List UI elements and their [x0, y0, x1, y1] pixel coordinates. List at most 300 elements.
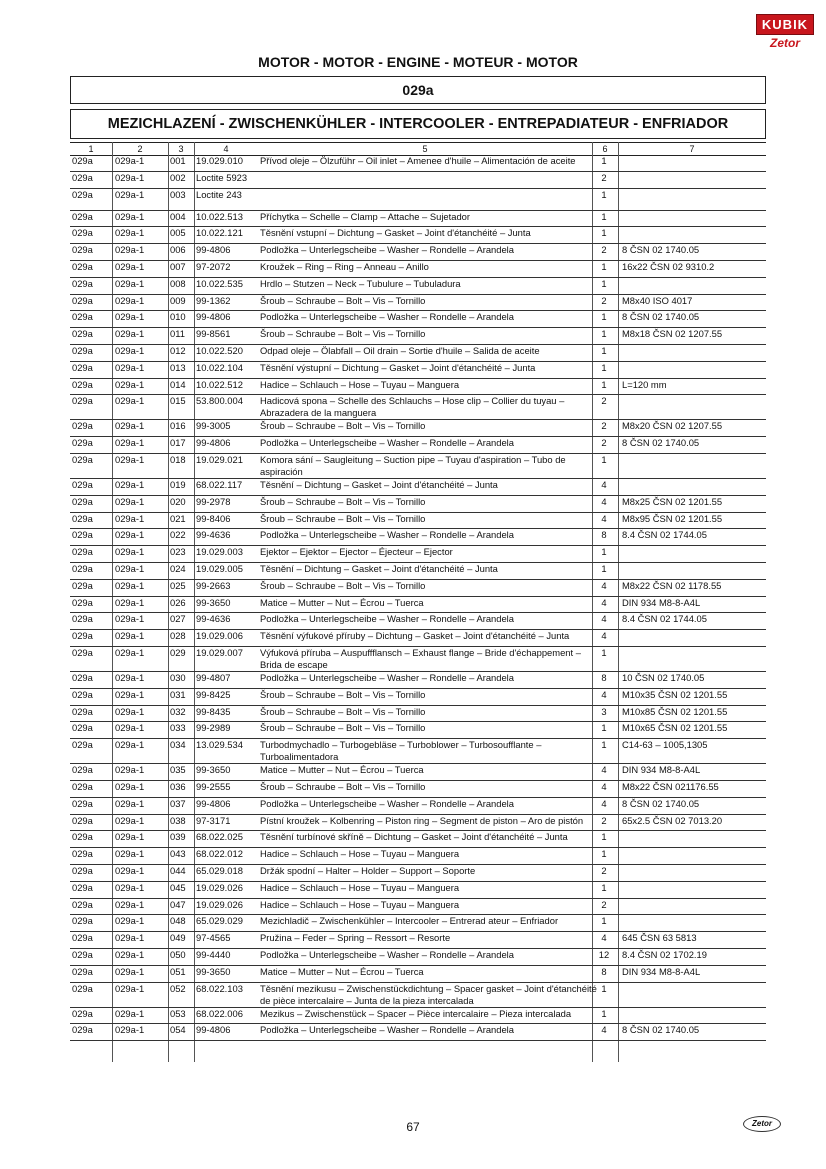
cell-r: 8 ČSN 02 1740.05	[622, 797, 700, 809]
table-row	[70, 454, 766, 479]
cell-b: 029a-1	[115, 848, 145, 860]
cell-r: M8x25 ČSN 02 1201.55	[622, 495, 723, 507]
cell-r: 8 ČSN 02 1740.05	[622, 437, 700, 449]
cell-d: Šroub – Schraube – Bolt – Vis – Tornillo	[260, 579, 426, 591]
table-row	[70, 189, 766, 211]
cell-b: 029a-1	[115, 1024, 145, 1036]
cell-a: 029a	[72, 437, 93, 449]
cell-q: 1	[601, 210, 607, 222]
cell-a: 029a	[72, 188, 93, 200]
cell-q: 2	[601, 420, 607, 432]
cell-n: 049	[170, 932, 186, 944]
cell-d: Hadice – Schlauch – Hose – Tuyau – Manguera	[260, 881, 460, 893]
cell-q: 3	[601, 705, 607, 717]
cell-b: 029a-1	[115, 705, 145, 717]
cell-d: Pístní kroužek – Kolbenring – Piston ring – Segment de piston – Aro de pistón	[260, 814, 584, 826]
cell-p: 99-2989	[196, 722, 231, 734]
cell-a: 029a	[72, 155, 93, 166]
cell-p: 99-4807	[196, 672, 231, 683]
cell-d: Šroub – Schraube – Bolt – Vis – Tornillo	[260, 328, 426, 340]
cell-b: 029a-1	[115, 739, 145, 751]
table-row	[70, 865, 766, 882]
cell-a: 029a	[72, 277, 93, 289]
cell-b: 029a-1	[115, 563, 145, 574]
column-header-1: 1	[88, 144, 94, 154]
table-row	[70, 563, 766, 580]
cell-q: 1	[601, 328, 607, 340]
cell-n: 044	[170, 865, 186, 876]
cell-b: 029a-1	[115, 261, 145, 272]
cell-q: 8	[601, 529, 607, 541]
table-row	[70, 580, 766, 597]
table-row	[70, 739, 766, 764]
cell-p: 53.800.004	[196, 395, 243, 407]
cell-a: 029a	[72, 210, 93, 222]
cell-n: 038	[170, 814, 186, 826]
cell-a: 029a	[72, 630, 93, 642]
cell-b: 029a-1	[115, 965, 145, 977]
cell-p: 19.029.003	[196, 546, 243, 558]
cell-b: 029a-1	[115, 596, 145, 608]
cell-d: Těsnění výstupní – Dichtung – Gasket – Joint d'étanchéité – Junta	[260, 361, 536, 373]
cell-b: 029a-1	[115, 865, 145, 876]
cell-q: 1	[601, 188, 607, 200]
cell-p: 68.022.006	[196, 1007, 243, 1019]
cell-a: 029a	[72, 781, 93, 792]
table-row	[70, 915, 766, 932]
cell-d: Těsnění – Dichtung – Gasket – Joint d'étanchéité – Junta	[260, 563, 498, 574]
cell-a: 029a	[72, 982, 93, 994]
cell-a: 029a	[72, 171, 93, 183]
cell-p: 97-4565	[196, 932, 231, 944]
cell-n: 028	[170, 630, 186, 642]
cell-b: 029a-1	[115, 831, 145, 843]
cell-p: 10.022.512	[196, 378, 243, 390]
table-row	[70, 882, 766, 899]
cell-q: 1	[601, 454, 607, 465]
cell-d: Hadice – Schlauch – Hose – Tuyau – Manguera	[260, 378, 460, 390]
cell-a: 029a	[72, 479, 93, 490]
cell-b: 029a-1	[115, 479, 145, 490]
cell-b: 029a-1	[115, 672, 145, 683]
table-row	[70, 379, 766, 396]
cell-q: 4	[601, 688, 607, 700]
kubik-logo-text: KUBIK	[756, 14, 814, 35]
cell-p: 99-4636	[196, 529, 231, 541]
cell-q: 2	[601, 244, 607, 256]
table-row	[70, 362, 766, 379]
cell-a: 029a	[72, 705, 93, 717]
cell-r: M10x85 ČSN 02 1201.55	[622, 705, 728, 717]
table-row	[70, 647, 766, 672]
cell-d: Šroub – Schraube – Bolt – Vis – Tornillo	[260, 294, 426, 306]
cell-a: 029a	[72, 345, 93, 356]
cell-n: 052	[170, 982, 186, 994]
table-row	[70, 496, 766, 513]
cell-a: 029a	[72, 311, 93, 323]
table-row	[70, 345, 766, 362]
cell-b: 029a-1	[115, 311, 145, 323]
table-row	[70, 831, 766, 848]
cell-d: Přívod oleje – Ölzuführ – Oil inlet – Amenee d'huile – Alimentación de aceite	[260, 155, 576, 166]
cell-d: Hadice – Schlauch – Hose – Tuyau – Manguera	[260, 848, 460, 860]
column-header-4: 4	[223, 144, 229, 154]
cell-b: 029a-1	[115, 722, 145, 734]
table-row	[70, 420, 766, 437]
cell-d: Hadice – Schlauch – Hose – Tuyau – Manguera	[260, 898, 460, 910]
cell-a: 029a	[72, 932, 93, 944]
cell-q: 1	[601, 361, 607, 373]
cell-a: 029a	[72, 949, 93, 960]
cell-a: 029a	[72, 294, 93, 306]
cell-b: 029a-1	[115, 227, 145, 239]
cell-a: 029a	[72, 361, 93, 373]
cell-p: 19.029.026	[196, 898, 243, 910]
table-row	[70, 899, 766, 916]
cell-p: Loctite 243	[196, 188, 242, 200]
cell-b: 029a-1	[115, 932, 145, 944]
cell-q: 4	[601, 630, 607, 642]
cell-q: 4	[601, 579, 607, 591]
cell-b: 029a-1	[115, 613, 145, 625]
cell-p: 99-8561	[196, 328, 231, 340]
table-row	[70, 244, 766, 261]
cell-n: 001	[170, 155, 186, 166]
cell-p: 13.029.534	[196, 739, 243, 751]
cell-p: 19.029.006	[196, 630, 243, 642]
cell-p: 99-2978	[196, 495, 231, 507]
cell-r: 645 ČSN 63 5813	[622, 932, 697, 944]
cell-b: 029a-1	[115, 647, 145, 658]
cell-r: 16x22 ČSN 02 9310.2	[622, 261, 715, 272]
cell-b: 029a-1	[115, 188, 145, 200]
cell-q: 4	[601, 596, 607, 608]
cell-d: Pružina – Feder – Spring – Ressort – Resorte	[260, 932, 451, 944]
cell-b: 029a-1	[115, 546, 145, 558]
cell-q: 8	[601, 672, 607, 683]
cell-d: Ejektor – Ejektor – Ejector – Éjecteur – Ejector	[260, 546, 453, 558]
cell-d: Mezichladič – Zwischenkühler – Intercooler – Entrerad ateur – Enfriador	[260, 915, 559, 927]
cell-b: 029a-1	[115, 915, 145, 927]
column-header-5: 5	[422, 144, 428, 154]
cell-n: 005	[170, 227, 186, 239]
cell-a: 029a	[72, 495, 93, 507]
cell-d: Podložka – Unterlegscheibe – Washer – Rondelle – Arandela	[260, 672, 514, 683]
cell-a: 029a	[72, 546, 93, 558]
cell-b: 029a-1	[115, 630, 145, 642]
table-row	[70, 706, 766, 723]
cell-q: 2	[601, 898, 607, 910]
cell-a: 029a	[72, 814, 93, 826]
kubik-zetor-logo	[756, 14, 814, 54]
cell-p: 99-4806	[196, 797, 231, 809]
cell-d: Matice – Mutter – Nut – Écrou – Tuerca	[260, 764, 424, 776]
cell-q: 2	[601, 294, 607, 306]
cell-q: 2	[601, 437, 607, 449]
cell-r: DIN 934 M8-8-A4L	[622, 596, 701, 608]
cell-n: 048	[170, 915, 186, 927]
cell-p: 19.029.021	[196, 454, 243, 465]
cell-q: 1	[601, 155, 607, 166]
cell-q: 4	[601, 512, 607, 524]
cell-d: Výfuková příruba – Auspuffflansch – Exhaust flange – Bride d'échappement – Brida de escape	[260, 647, 581, 670]
cell-b: 029a-1	[115, 454, 145, 465]
cell-r: M8x95 ČSN 02 1201.55	[622, 512, 723, 524]
cell-b: 029a-1	[115, 814, 145, 826]
cell-a: 029a	[72, 328, 93, 340]
cell-q: 1	[601, 563, 607, 574]
column-header-2: 2	[137, 144, 143, 154]
cell-b: 029a-1	[115, 781, 145, 792]
cell-n: 037	[170, 797, 186, 809]
cell-d: Podložka – Unterlegscheibe – Washer – Rondelle – Arandela	[260, 311, 514, 323]
cell-a: 029a	[72, 965, 93, 977]
cell-a: 029a	[72, 596, 93, 608]
cell-n: 013	[170, 361, 186, 373]
cell-p: 19.029.026	[196, 881, 243, 893]
column-header-3: 3	[178, 144, 184, 154]
cell-d: Podložka – Unterlegscheibe – Washer – Rondelle – Arandela	[260, 1024, 514, 1036]
cell-d: Těsnění vstupní – Dichtung – Gasket – Joint d'étanchéité – Junta	[260, 227, 531, 239]
cell-a: 029a	[72, 454, 93, 465]
cell-n: 043	[170, 848, 186, 860]
table-header	[70, 142, 766, 156]
cell-q: 2	[601, 814, 607, 826]
cell-p: 19.029.010	[196, 155, 243, 166]
cell-p: 19.029.007	[196, 647, 243, 658]
cell-a: 029a	[72, 529, 93, 541]
cell-a: 029a	[72, 1007, 93, 1019]
cell-n: 034	[170, 739, 186, 751]
cell-n: 051	[170, 965, 186, 977]
cell-d: Matice – Mutter – Nut – Écrou – Tuerca	[260, 965, 424, 977]
cell-n: 007	[170, 261, 186, 272]
cell-p: 99-4806	[196, 244, 231, 256]
cell-r: M8x40 ISO 4017	[622, 294, 693, 306]
cell-b: 029a-1	[115, 764, 145, 776]
table-row	[70, 295, 766, 312]
cell-p: 65.029.018	[196, 865, 243, 876]
cell-r: L=120 mm	[622, 378, 667, 390]
cell-p: 97-3171	[196, 814, 231, 826]
cell-p: 99-2555	[196, 781, 231, 792]
table-row	[70, 479, 766, 496]
cell-q: 12	[598, 949, 610, 960]
cell-n: 015	[170, 395, 186, 407]
table-row	[70, 722, 766, 739]
cell-d: Podložka – Unterlegscheibe – Washer – Rondelle – Arandela	[260, 244, 514, 256]
cell-n: 033	[170, 722, 186, 734]
table-row	[70, 798, 766, 815]
cell-n: 004	[170, 210, 186, 222]
cell-b: 029a-1	[115, 420, 145, 432]
cell-d: Příchytka – Schelle – Clamp – Attache – Sujetador	[260, 210, 471, 222]
table-row	[70, 278, 766, 295]
cell-b: 029a-1	[115, 155, 145, 166]
table-row	[70, 211, 766, 228]
cell-r: M10x35 ČSN 02 1201.55	[622, 688, 728, 700]
cell-r: 65x2.5 ČSN 02 7013.20	[622, 814, 723, 826]
cell-r: 8 ČSN 02 1740.05	[622, 311, 700, 323]
cell-n: 024	[170, 563, 186, 574]
cell-a: 029a	[72, 227, 93, 239]
cell-b: 029a-1	[115, 395, 145, 407]
cell-q: 1	[601, 1007, 607, 1019]
zetor-logo-text: Zetor	[770, 36, 800, 50]
cell-d: Matice – Mutter – Nut – Écrou – Tuerca	[260, 596, 424, 608]
table-row	[70, 155, 766, 172]
cell-a: 029a	[72, 915, 93, 927]
cell-n: 016	[170, 420, 186, 432]
cell-p: 99-1362	[196, 294, 231, 306]
cell-n: 029	[170, 647, 186, 658]
cell-b: 029a-1	[115, 277, 145, 289]
cell-n: 054	[170, 1024, 186, 1036]
cell-r: 8 ČSN 02 1740.05	[622, 1024, 700, 1036]
cell-r: 8.4 ČSN 02 1702.19	[622, 949, 707, 960]
cell-n: 026	[170, 596, 186, 608]
cell-n: 045	[170, 881, 186, 893]
cell-n: 032	[170, 705, 186, 717]
cell-n: 027	[170, 613, 186, 625]
table-row	[70, 689, 766, 706]
table-row	[70, 848, 766, 865]
cell-q: 1	[601, 831, 607, 843]
cell-a: 029a	[72, 378, 93, 390]
cell-b: 029a-1	[115, 345, 145, 356]
cell-b: 029a-1	[115, 579, 145, 591]
cell-d: Podložka – Unterlegscheibe – Washer – Rondelle – Arandela	[260, 949, 514, 960]
cell-p: 99-4806	[196, 437, 231, 449]
cell-q: 4	[601, 781, 607, 792]
cell-p: 99-3005	[196, 420, 231, 432]
cell-n: 021	[170, 512, 186, 524]
cell-b: 029a-1	[115, 898, 145, 910]
table-row	[70, 815, 766, 832]
cell-q: 2	[601, 395, 607, 407]
cell-q: 2	[601, 865, 607, 876]
cell-d: Šroub – Schraube – Bolt – Vis – Tornillo	[260, 705, 426, 717]
cell-d: Šroub – Schraube – Bolt – Vis – Tornillo	[260, 781, 426, 792]
cell-b: 029a-1	[115, 529, 145, 541]
cell-n: 036	[170, 781, 186, 792]
cell-p: 19.029.005	[196, 563, 243, 574]
cell-d: Těsnění – Dichtung – Gasket – Joint d'étanchéité – Junta	[260, 479, 498, 490]
table-row	[70, 949, 766, 966]
cell-a: 029a	[72, 881, 93, 893]
cell-b: 029a-1	[115, 881, 145, 893]
cell-q: 4	[601, 613, 607, 625]
cell-q: 4	[601, 1024, 607, 1036]
cell-q: 4	[601, 764, 607, 776]
cell-a: 029a	[72, 420, 93, 432]
table-row	[70, 529, 766, 546]
cell-n: 053	[170, 1007, 186, 1019]
cell-d: Těsnění výfukové příruby – Dichtung – Gasket – Joint d'étanchéité – Junta	[260, 630, 570, 642]
page-title: MOTOR - MOTOR - ENGINE - MOTEUR - MOTOR	[258, 54, 578, 70]
cell-d: Podložka – Unterlegscheibe – Washer – Rondelle – Arandela	[260, 613, 514, 625]
cell-b: 029a-1	[115, 437, 145, 449]
cell-p: 97-2072	[196, 261, 231, 272]
cell-a: 029a	[72, 797, 93, 809]
cell-r: M8x22 ČSN 02 1178.55	[622, 579, 722, 591]
cell-q: 1	[601, 848, 607, 860]
cell-n: 047	[170, 898, 186, 910]
cell-n: 014	[170, 378, 186, 390]
cell-r: 8.4 ČSN 02 1744.05	[622, 613, 707, 625]
cell-d: Těsnění mezikusu – Zwischenstückdichtung – Spacer gasket – Joint d'étanchéité de pièce intercalaire – Junta de la pieza intercalada	[260, 982, 597, 1006]
cell-q: 1	[601, 915, 607, 927]
cell-q: 1	[601, 345, 607, 356]
table-row	[70, 966, 766, 983]
cell-q: 4	[601, 495, 607, 507]
cell-d: Odpad oleje – Ölabfall – Oil drain – Sortie d'huile – Salida de aceite	[260, 345, 540, 356]
cell-r: M8x18 ČSN 02 1207.55	[622, 328, 723, 340]
cell-r: DIN 934 M8-8-A4L	[622, 965, 701, 977]
table-row	[70, 546, 766, 563]
cell-n: 006	[170, 244, 186, 256]
cell-b: 029a-1	[115, 949, 145, 960]
cell-r: 10 ČSN 02 1740.05	[622, 672, 705, 683]
cell-n: 012	[170, 345, 186, 356]
table-row	[70, 328, 766, 345]
cell-n: 035	[170, 764, 186, 776]
cell-n: 009	[170, 294, 186, 306]
cell-p: 68.022.025	[196, 831, 243, 843]
cell-d: Těsnění turbínové skříně – Dichtung – Gasket – Joint d'étanchéité – Junta	[260, 831, 568, 843]
cell-d: Hrdlo – Stutzen – Neck – Tubulure – Tubuladura	[260, 277, 461, 289]
cell-d: Šroub – Schraube – Bolt – Vis – Tornillo	[260, 688, 426, 700]
cell-n: 011	[170, 328, 185, 340]
cell-q: 1	[601, 881, 607, 893]
table-row	[70, 172, 766, 189]
cell-q: 1	[601, 739, 607, 751]
cell-b: 029a-1	[115, 244, 145, 256]
cell-p: 99-3650	[196, 764, 231, 776]
cell-r: DIN 934 M8-8-A4L	[622, 764, 701, 776]
cell-n: 025	[170, 579, 186, 591]
cell-b: 029a-1	[115, 1007, 145, 1019]
cell-a: 029a	[72, 764, 93, 776]
cell-r: 8.4 ČSN 02 1744.05	[622, 529, 707, 541]
cell-q: 4	[601, 932, 607, 944]
cell-d: Turbodmychadlo – Turbogebläse – Turboblower – Turbosoufflante – Turboalimentadora	[260, 739, 542, 763]
cell-q: 4	[601, 479, 607, 490]
column-header-6: 6	[602, 144, 608, 154]
cell-b: 029a-1	[115, 294, 145, 306]
cell-p: 99-4636	[196, 613, 231, 625]
cell-n: 002	[170, 171, 186, 183]
cell-r: M8x20 ČSN 02 1207.55	[622, 420, 723, 432]
table-row	[70, 764, 766, 781]
cell-b: 029a-1	[115, 495, 145, 507]
cell-b: 029a-1	[115, 512, 145, 524]
cell-b: 029a-1	[115, 688, 145, 700]
cell-p: 99-3650	[196, 965, 231, 977]
cell-q: 1	[601, 311, 607, 323]
cell-r: 8 ČSN 02 1740.05	[622, 244, 700, 256]
cell-p: 68.022.012	[196, 848, 243, 860]
cell-b: 029a-1	[115, 361, 145, 373]
cell-a: 029a	[72, 739, 93, 751]
cell-q: 4	[601, 797, 607, 809]
cell-q: 1	[601, 227, 607, 239]
cell-a: 029a	[72, 647, 93, 658]
cell-p: 99-8435	[196, 705, 231, 717]
cell-a: 029a	[72, 831, 93, 843]
cell-q: 1	[601, 647, 607, 658]
cell-p: 10.022.535	[196, 277, 243, 289]
